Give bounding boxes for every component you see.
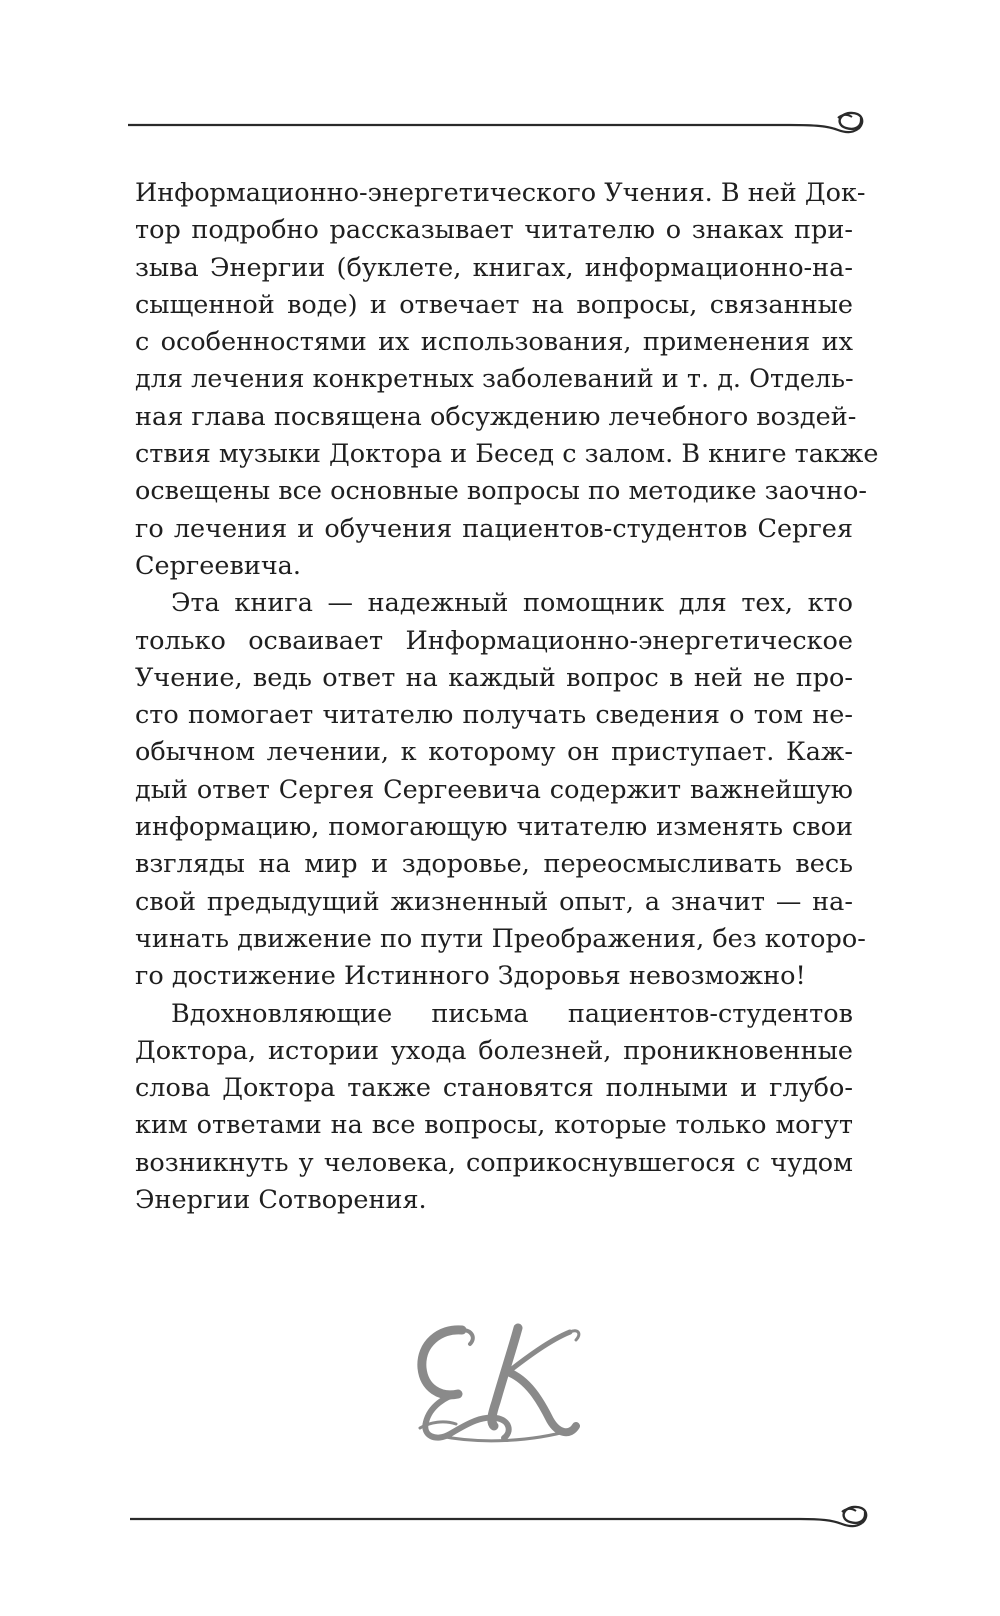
- paragraph-line: го достижение Истинного Здоровья невозможно!: [135, 961, 806, 992]
- bottom-swirl-rule-icon: [0, 1490, 1000, 1550]
- paragraph-line: взгляды на мир и здоровье, переосмысливать весь: [135, 849, 853, 880]
- paragraph-line: только осваивает Информационно-энергетическое: [135, 625, 853, 656]
- paragraph-first-line: Вдохновляющие письма пациентов-студентов: [171, 998, 853, 1029]
- paragraph-line: чинать движение по пути Преображения, без которо-: [135, 923, 866, 954]
- paragraph-line: ким ответами на все вопросы, которые только могут: [135, 1110, 853, 1141]
- paragraph-line: ная глава посвящена обсуждению лечебного воздей-: [135, 401, 857, 432]
- paragraph-line: дый ответ Сергея Сергеевича содержит важнейшую: [135, 774, 853, 805]
- paragraph-line: го лечения и обучения пациентов-студентов Сергея: [135, 513, 853, 544]
- paragraph-line: информацию, помогающую читателю изменять свои: [135, 812, 853, 843]
- paragraph-line: обычном лечении, к которому он приступает. Каж-: [135, 737, 853, 768]
- paragraph-line: Доктора, истории ухода болезней, проникновенные: [135, 1035, 853, 1066]
- paragraph-line: сто помогает читателю получать сведения о том не-: [135, 700, 853, 731]
- paragraph-line: Энергии Сотворения.: [135, 1185, 427, 1216]
- paragraph-line: слова Доктора также становятся полными и глубо-: [135, 1073, 853, 1104]
- paragraph-line: зыва Энергии (буклете, книгах, информационно-на-: [135, 252, 853, 283]
- paragraph-line: с особенностями их использования, применения их: [135, 327, 853, 358]
- paragraph-line: освещены все основные вопросы по методике заочно-: [135, 476, 867, 507]
- paragraph-first-line: Информационно-энергетического Учения. В ней Док-: [135, 178, 866, 208]
- top-swirl-rule-icon: [0, 92, 1000, 152]
- paragraph-first-line: Эта книга — надежный помощник для тех, кто: [171, 588, 853, 619]
- paragraph-line: свой предыдущий жизненный опыт, а значит — на-: [135, 886, 853, 917]
- body-text: [135, 175, 879, 1219]
- paragraph-line: для лечения конкретных заболеваний и т. д. Отдель-: [135, 364, 854, 395]
- paragraph-line: Сергеевича.: [135, 550, 301, 581]
- paragraph-line: ствия музыки Доктора и Бесед с залом. В книге также: [135, 439, 879, 470]
- paragraph-line: сыщенной воде) и отвечает на вопросы, связанные: [135, 289, 853, 320]
- sk-monogram-icon: [400, 1310, 600, 1460]
- paragraph-line: возникнуть у человека, соприкоснувшегося с чудом: [135, 1147, 853, 1178]
- paragraph-line: тор подробно рассказывает читателю о знаках при-: [135, 215, 853, 246]
- paragraph-line: Учение, ведь ответ на каждый вопрос в ней не про-: [135, 662, 853, 693]
